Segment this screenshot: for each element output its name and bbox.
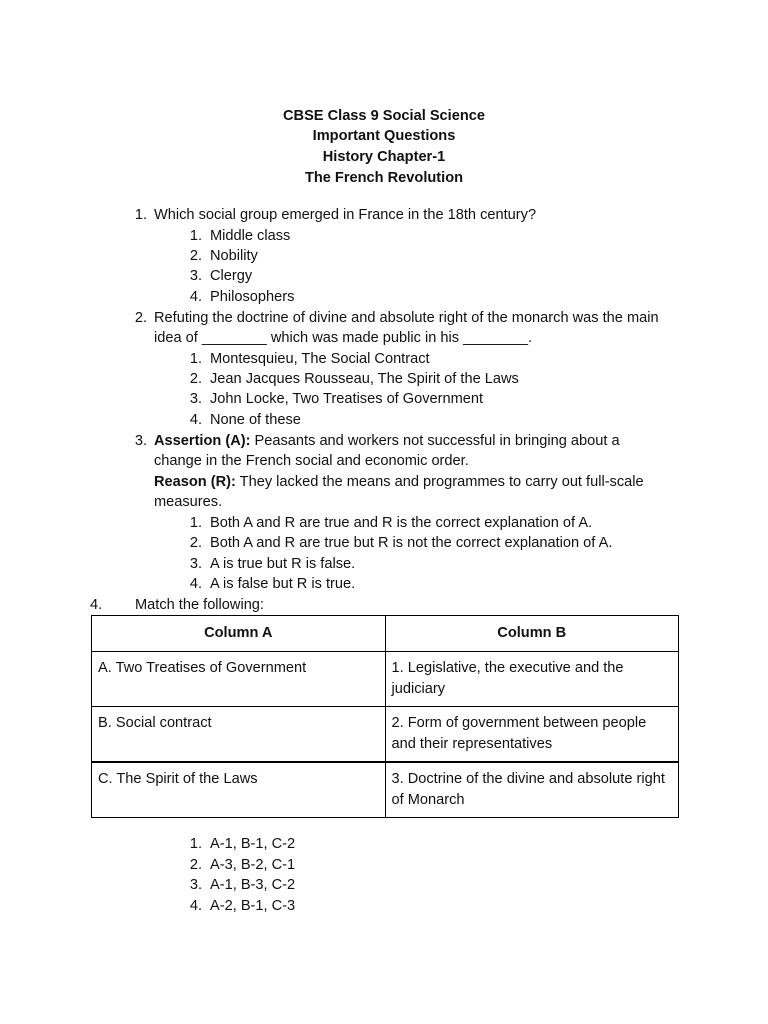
option-text: John Locke, Two Treatises of Government — [210, 391, 484, 407]
option-number: 2. — [189, 535, 202, 551]
question-text: Refuting the doctrine of divine and absolute right of the monarch was the main — [154, 310, 659, 326]
table-row — [92, 762, 679, 818]
column-a-header: Column A — [92, 616, 386, 652]
option-text: A-3, B-2, C-1 — [210, 857, 296, 873]
option-text: A is true but R is false. — [210, 556, 356, 572]
option-number: 1. — [189, 836, 202, 852]
question-number: 4. — [90, 597, 103, 613]
option-text: Middle class — [210, 228, 291, 244]
doc-title-line3: History Chapter-1 — [322, 149, 446, 165]
option-text: Montesquieu, The Social Contract — [210, 351, 430, 367]
option-number: 4. — [189, 576, 202, 592]
option-text: Clergy — [210, 268, 253, 284]
option-number: 1. — [189, 515, 202, 531]
question-number: 3. — [134, 433, 147, 449]
assertion-label: Assertion (A): — [154, 433, 251, 449]
table-cell: 1. Legislative, the executive and the judiciary — [385, 652, 679, 707]
assertion-line — [154, 431, 620, 451]
option-number: 3. — [189, 268, 202, 284]
table-cell: A. Two Treatises of Government — [92, 652, 386, 707]
reason-label: Reason (R): — [154, 474, 236, 490]
match-table — [91, 615, 679, 818]
column-b-header: Column B — [385, 616, 679, 652]
option-number: 3. — [189, 391, 202, 407]
question-number: 2. — [134, 310, 147, 326]
option-text: Nobility — [210, 248, 258, 264]
table-cell: B. Social contract — [92, 707, 386, 763]
option-number: 2. — [189, 248, 202, 264]
option-text: A-1, B-3, C-2 — [210, 877, 296, 893]
option-text: None of these — [210, 412, 301, 428]
table-cell: C. The Spirit of the Laws — [92, 762, 386, 818]
question-text: idea of ________ which was made public in his ________. — [154, 330, 533, 346]
option-text: Philosophers — [210, 289, 295, 305]
table-row — [92, 652, 679, 707]
table-row — [92, 707, 679, 763]
option-number: 1. — [189, 228, 202, 244]
option-number: 2. — [189, 371, 202, 387]
assertion-text-cont: change in the French social and economic order. — [154, 453, 469, 469]
doc-title-line4: The French Revolution — [304, 170, 464, 186]
option-number: 4. — [189, 289, 202, 305]
table-header-row — [92, 616, 679, 652]
option-number: 3. — [189, 877, 202, 893]
reason-line — [154, 472, 644, 492]
assertion-text: Peasants and workers not successful in bringing about a — [250, 433, 620, 449]
option-number: 1. — [189, 351, 202, 367]
table-cell: 3. Doctrine of the divine and absolute right of Monarch — [385, 762, 679, 818]
reason-text: They lacked the means and programmes to carry out full-scale — [235, 474, 644, 490]
option-number: 4. — [189, 898, 202, 914]
option-text: A-1, B-1, C-2 — [210, 836, 296, 852]
option-number: 3. — [189, 556, 202, 572]
question-text: Which social group emerged in France in the 18th century? — [154, 207, 537, 223]
option-text: A-2, B-1, C-3 — [210, 898, 296, 914]
question-text: Match the following: — [135, 597, 264, 613]
reason-text-cont: measures. — [154, 494, 223, 510]
question-number: 1. — [134, 207, 147, 223]
table-cell: 2. Form of government between people and their representatives — [385, 707, 679, 763]
doc-title-line1: CBSE Class 9 Social Science — [283, 108, 485, 124]
option-text: Both A and R are true and R is the correct explanation of A. — [210, 515, 593, 531]
doc-title-line2: Important Questions — [312, 128, 456, 144]
option-text: Both A and R are true but R is not the correct explanation of A. — [210, 535, 613, 551]
option-text: A is false but R is true. — [210, 576, 356, 592]
option-number: 4. — [189, 412, 202, 428]
option-number: 2. — [189, 857, 202, 873]
option-text: Jean Jacques Rousseau, The Spirit of the Laws — [210, 371, 519, 387]
